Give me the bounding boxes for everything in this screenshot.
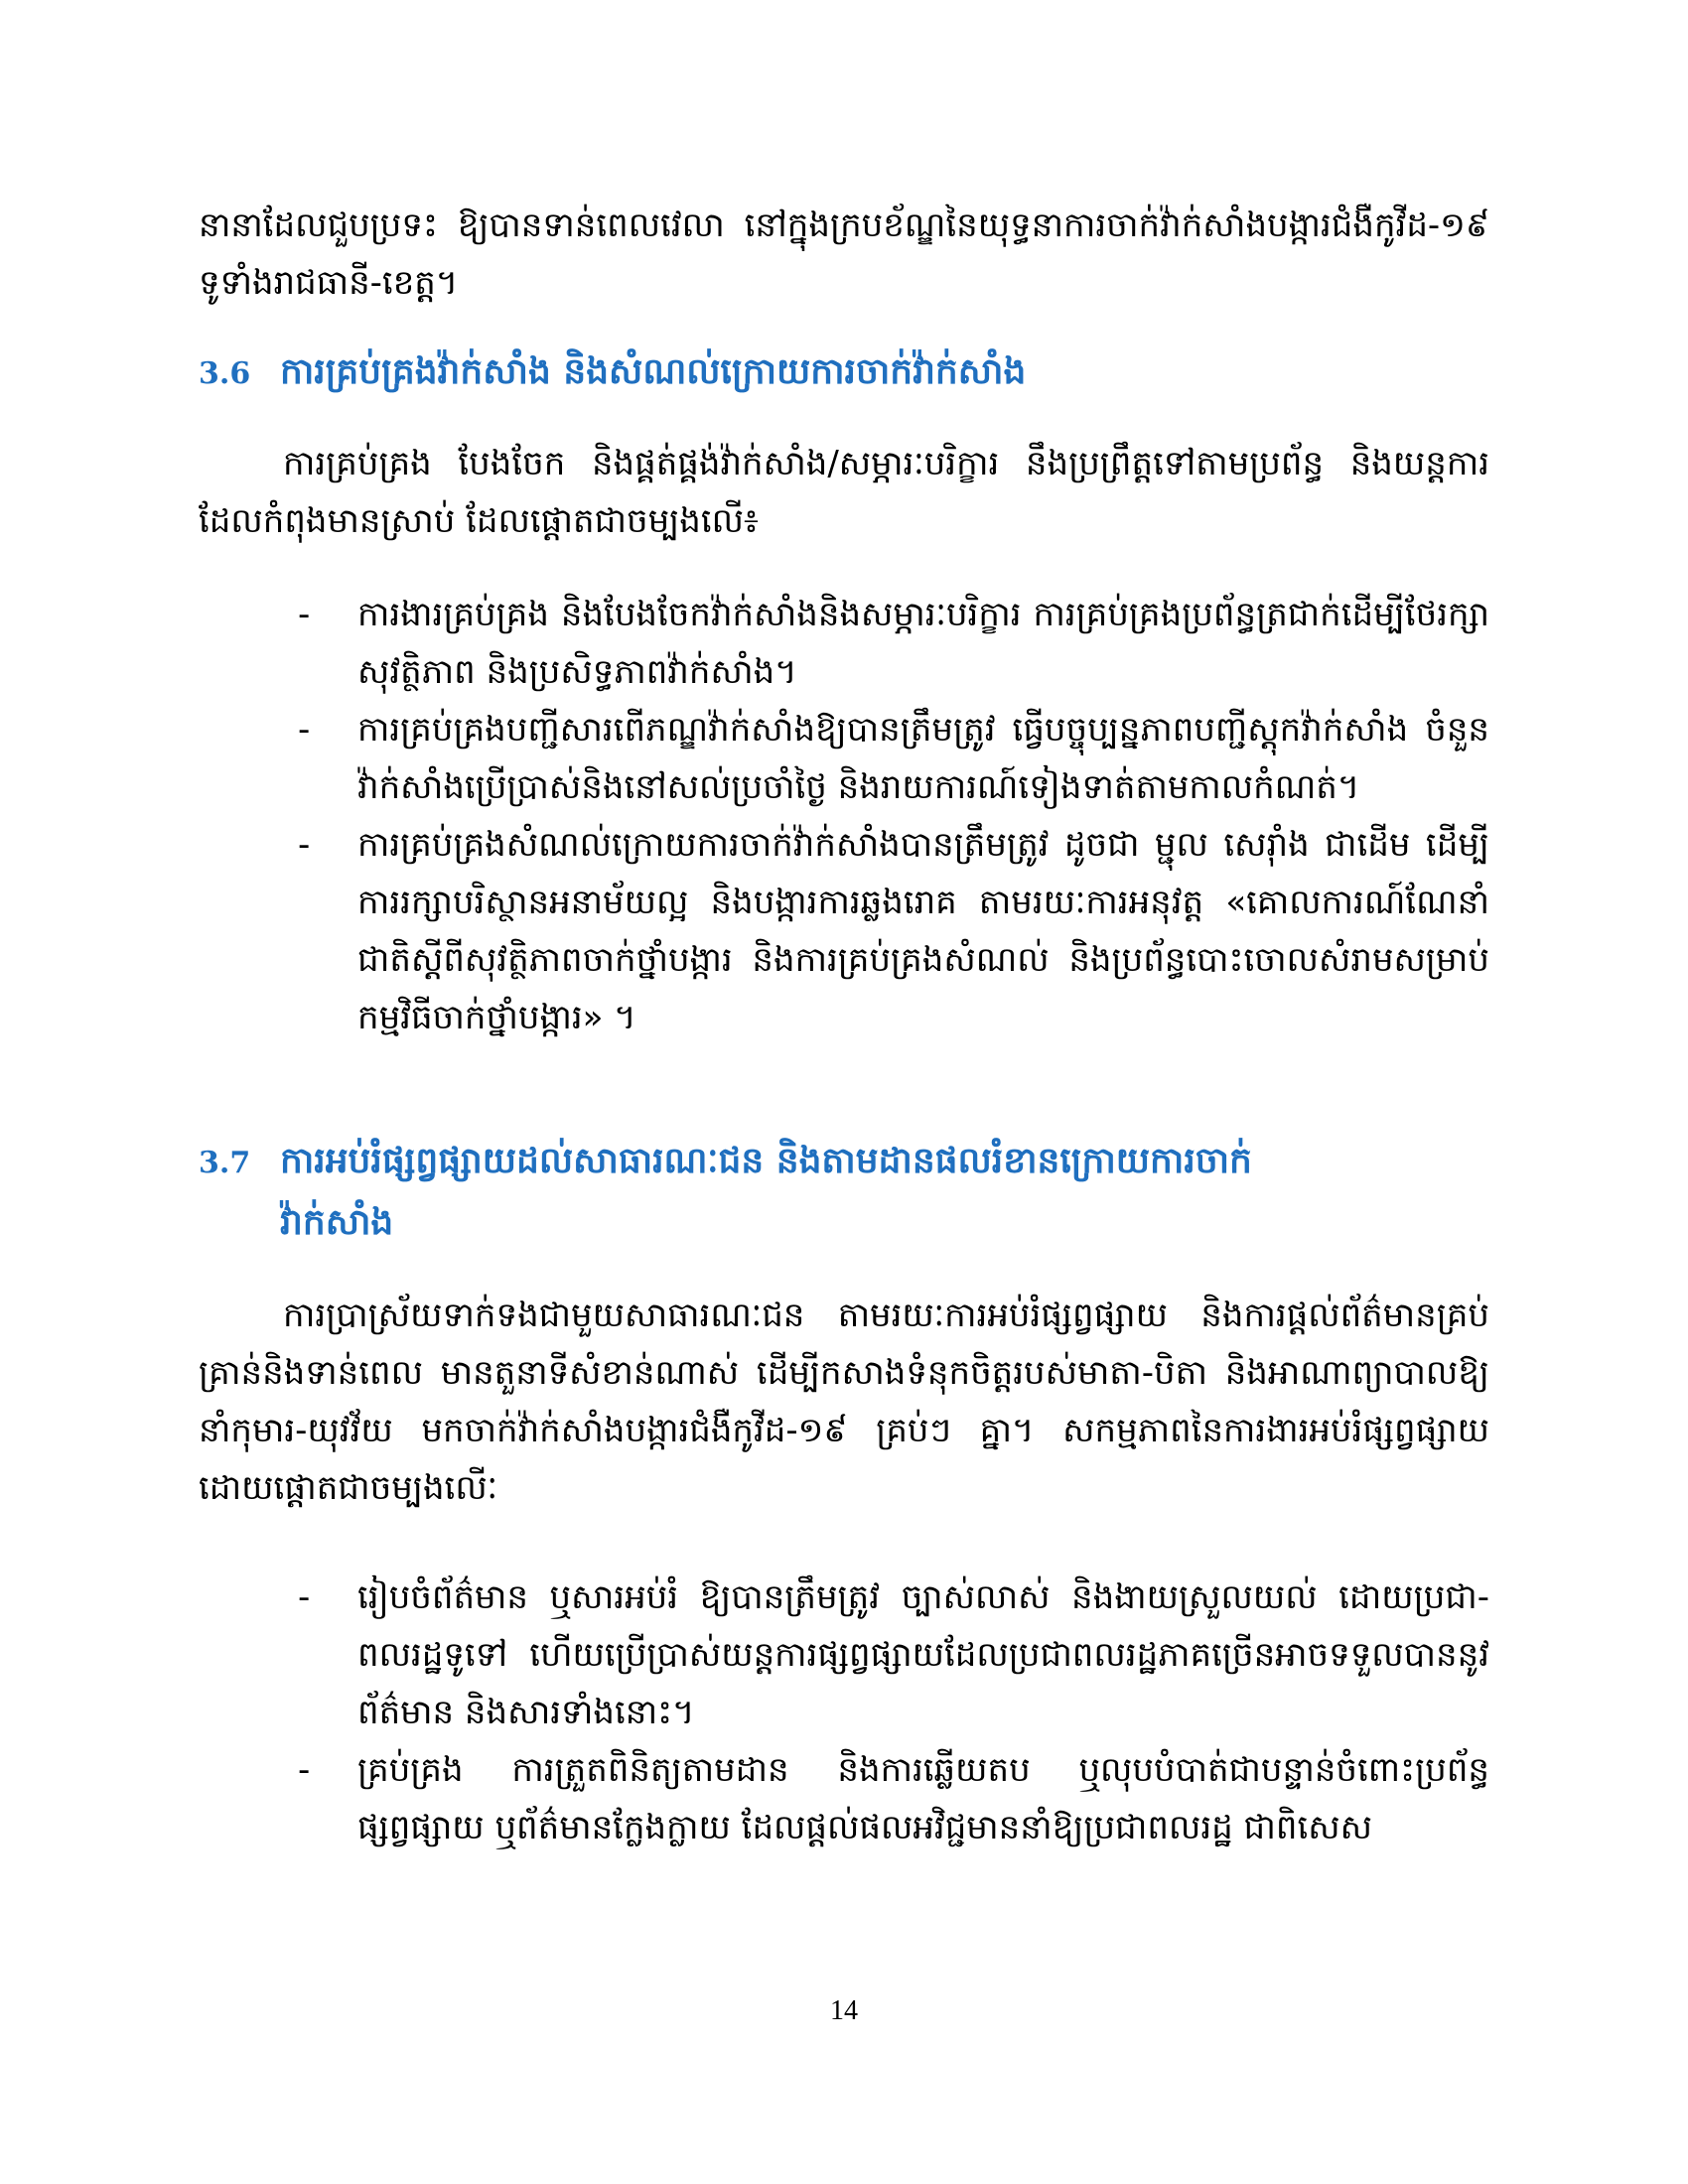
- list-item-text: គ្រប់គ្រង ការត្រួតពិនិត្យតាមដាន និងការឆ្លើយតប ឬលុបបំបាត់ជាបន្ទាន់ចំពោះប្រព័ន្ធផ្សព្វផ្សាយ ឬព័ត៌មានក្លែងក្លាយ ដែលផ្តល់ផលអវិជ្ជមាននាំឱ្យប្រជាពលរដ្ឋ ជាពិសេស: [357, 1750, 1489, 1847]
- list-item: [298, 816, 1489, 1046]
- section-3-6-paragraph: ការគ្រប់គ្រង បែងចែក និងផ្គត់ផ្គង់វ៉ាក់សាំង/សម្ភារៈបរិក្ខារ នឹងប្រព្រឹត្តទៅតាមប្រព័ន្ធ និងយន្តការដែលកំពុងមានស្រាប់ ដែលផ្តោតជាចម្បងលើ៖: [199, 444, 1489, 541]
- section-3-7-paragraph: ការប្រាស្រ័យទាក់ទងជាមួយសាធារណៈជន តាមរយៈការអប់រំផ្សព្វផ្សាយ និងការផ្តល់ព័ត៌មានគ្រប់គ្រាន់និងទាន់ពេល មានតួនាទីសំខាន់ណាស់ ដើម្បីកសាងទំនុកចិត្តរបស់មាតា-បិតា និងអាណាព្យាបាលឱ្យនាំកុមារ-យុវវ័យ មកចាក់វ៉ាក់សាំងបង្ការជំងឺកូវីដ-១៩ គ្រប់ៗ គ្នា។ សកម្មភាពនៃការងារអប់រំផ្សព្វផ្សាយ ដោយផ្តោតជាចម្បងលើៈ: [199, 1296, 1489, 1508]
- section-3-6-bullet-list: [298, 586, 1489, 1046]
- list-item-text: ការគ្រប់គ្រងបញ្ជីសារពើភណ្ឌវ៉ាក់សាំងឱ្យបានត្រឹមត្រូវ ធ្វើបច្ចុប្បន្នភាពបញ្ជីស្តុកវ៉ាក់សាំង ចំនួនវ៉ាក់សាំងប្រើប្រាស់និងនៅសល់ប្រចាំថ្ងៃ និងរាយការណ៍ទៀងទាត់តាមកាលកំណត់។: [357, 710, 1489, 807]
- section-3-7-number: 3.7: [199, 1146, 251, 1180]
- bullet-dash: -: [298, 710, 311, 750]
- section-3-6-heading: [199, 342, 1489, 404]
- intro-paragraph: នានាដែលជួបប្រទះ ឱ្យបានទាន់ពេលវេលា នៅក្នុងក្របខ័ណ្ឌនៃយុទ្ធនាការចាក់វ៉ាក់សាំងបង្ការជំងឺកូវីដ-១៩ ទូទាំងរាជធានី-ខេត្ត។: [199, 205, 1489, 303]
- list-item-text: ការងារគ្រប់គ្រង និងបែងចែកវ៉ាក់សាំងនិងសម្ភារៈបរិក្ខារ ការគ្រប់គ្រងប្រព័ន្ធត្រជាក់ដើម្បីថែរក្សាសុវត្ថិភាព និងប្រសិទ្ធភាពវ៉ាក់សាំង។: [357, 595, 1489, 692]
- section-3-6-title: ការគ្រប់គ្រងវ៉ាក់សាំង និងសំណល់ក្រោយការចាក់វ៉ាក់សាំង: [280, 351, 1027, 392]
- list-item: [298, 586, 1489, 701]
- list-item-text: ការគ្រប់គ្រងសំណល់ក្រោយការចាក់វ៉ាក់សាំងបានត្រឹមត្រូវ ដូចជា ម្ជុល សេរ៉ាំង ជាដើម ដើម្បីការរក្សាបរិស្ថានអនាម័យល្អ និងបង្ការការឆ្លងរោគ តាមរយៈការអនុវត្ត «គោលការណ៍ណែនាំជាតិស្តីពីសុវត្ថិភាពចាក់ថ្នាំបង្ការ និងការគ្រប់គ្រងសំណល់ និងប្រព័ន្ធបោះចោលសំរាមសម្រាប់កម្មវិធីចាក់ថ្នាំបង្ការ» ។: [357, 825, 1489, 1037]
- page-number: 14: [830, 1995, 858, 2026]
- bullet-dash: -: [298, 595, 311, 634]
- bullet-dash: -: [298, 825, 311, 865]
- bullet-dash: -: [298, 1750, 311, 1790]
- section-3-7-heading: [199, 1132, 1489, 1253]
- section-3-7-bullet-list: [298, 1569, 1489, 1856]
- section-3-7-title-line2: វ៉ាក់សាំង: [280, 1202, 394, 1243]
- list-item-text: រៀបចំព័ត៌មាន ឬសារអប់រំ ឱ្យបានត្រឹមត្រូវ ច្បាស់លាស់ និងងាយស្រួលយល់ ដោយប្រជា-ពលរដ្ឋទូទៅ ហើយប្រើប្រាស់យន្តការផ្សព្វផ្សាយដែលប្រជាពលរដ្ឋភាគច្រើនអាចទទួលបាននូវព័ត៌មាន និងសារទាំងនោះ។: [357, 1577, 1489, 1732]
- section-3-7-title-line1: ការអប់រំផ្សព្វផ្សាយដល់សាធារណៈជន និងតាមដានផលរំខានក្រោយការចាក់: [280, 1141, 1252, 1181]
- list-item: [298, 701, 1489, 816]
- list-item: [298, 1569, 1489, 1741]
- section-3-6-number: 3.6: [199, 356, 251, 391]
- list-item: [298, 1741, 1489, 1856]
- bullet-dash: -: [298, 1577, 311, 1617]
